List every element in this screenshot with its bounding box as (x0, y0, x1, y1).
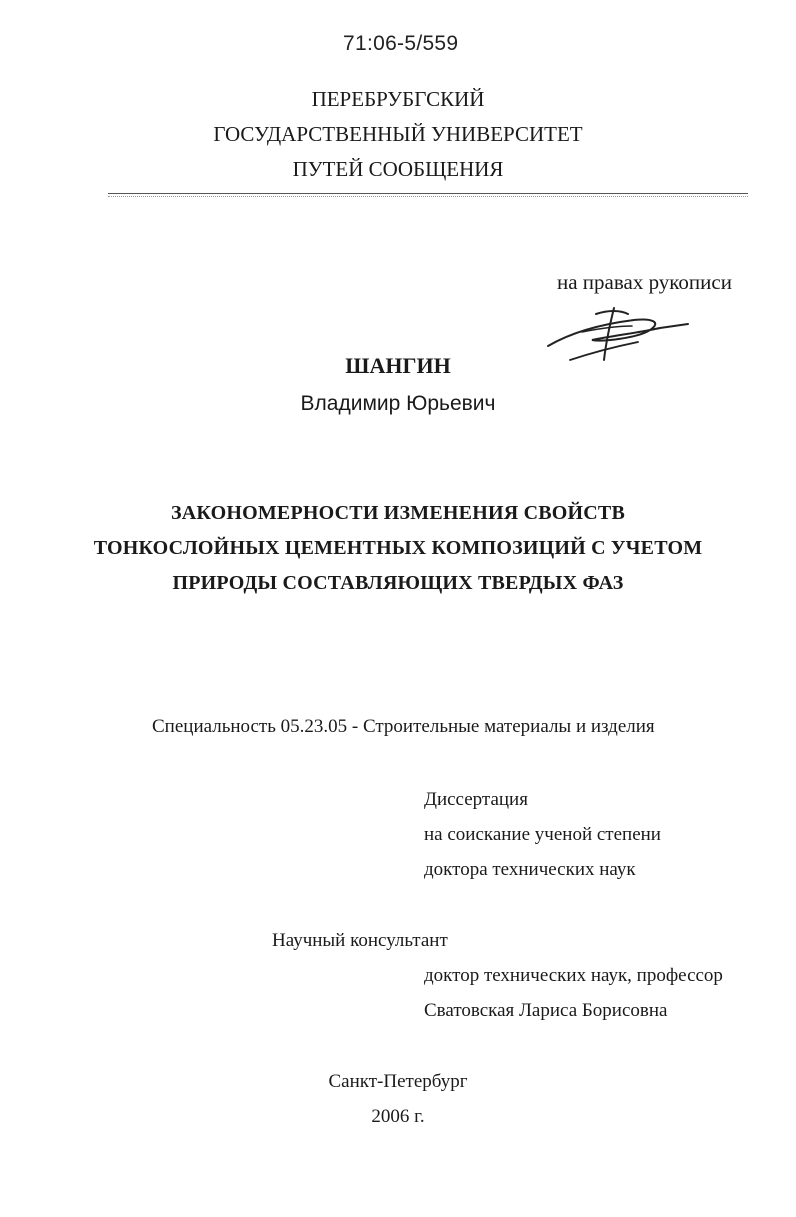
university-line-2: ГОСУДАРСТВЕННЫЙ УНИВЕРСИТЕТ (213, 122, 583, 146)
header-divider-secondary (108, 196, 748, 197)
dissertation-line-3: доктора технических наук (424, 859, 636, 880)
author-surname: ШАНГИН (345, 353, 451, 378)
title-line-3: ПРИРОДЫ СОСТАВЛЯЮЩИХ ТВЕРДЫХ ФАЗ (172, 572, 624, 594)
consultant-label: Научный консультант (272, 930, 448, 951)
manuscript-note: на правах рукописи (557, 270, 732, 294)
dissertation-line-1: Диссертация (424, 789, 528, 810)
title-line-1: ЗАКОНОМЕРНОСТИ ИЗМЕНЕНИЯ СВОЙСТВ (170, 502, 625, 524)
university-line-1: ПЕРЕБРУБГСКИЙ (311, 87, 485, 111)
university-line-3: ПУТЕЙ СООБЩЕНИЯ (292, 157, 504, 181)
title-line-2: ТОНКОСЛОЙНЫХ ЦЕМЕНТНЫХ КОМПОЗИЦИЙ С УЧЕТОМ (93, 537, 703, 559)
archive-code: 71:06-5/559 (343, 32, 459, 55)
year: 2006 г. (371, 1106, 425, 1127)
consultant-name: Сватовская Лариса Борисовна (424, 1000, 668, 1021)
dissertation-line-2: на соискание ученой степени (424, 824, 661, 845)
author-given-names: Владимир Юрьевич (300, 392, 496, 415)
header-divider (108, 193, 748, 194)
consultant-degree: доктор технических наук, профессор (424, 965, 723, 986)
city: Санкт-Петербург (328, 1071, 468, 1092)
specialty: Специальность 05.23.05 - Строительные материалы и изделия (152, 716, 655, 737)
